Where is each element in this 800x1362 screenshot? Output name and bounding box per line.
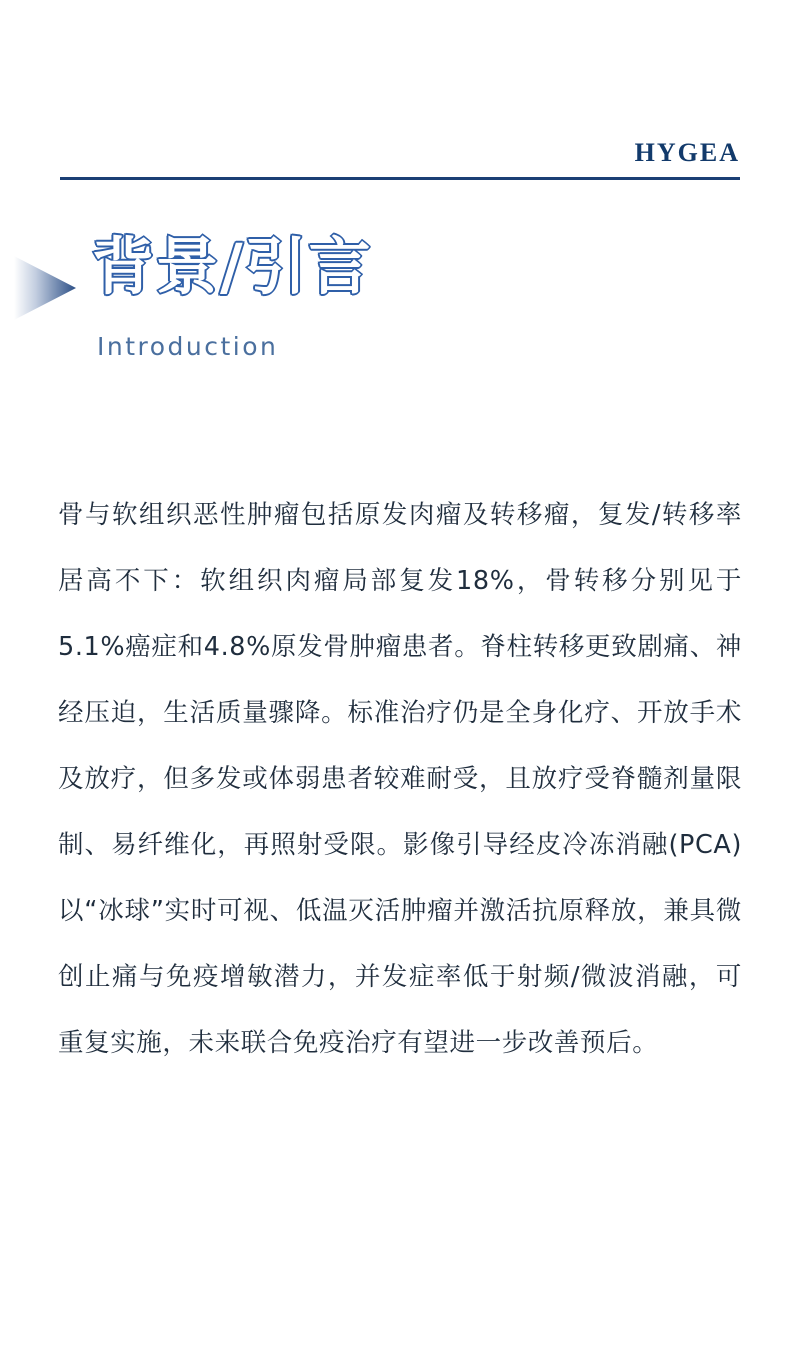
section-title-en: Introduction [97,332,279,361]
section-heading [0,230,760,366]
body-paragraph: 骨与软组织恶性肿瘤包括原发肉瘤及转移瘤，复发/转移率居高不下：软组织肉瘤局部复发18%，骨转移分别见于5.1%癌症和4.8%原发骨肿瘤患者。脊柱转移更致剧痛、神经压迫，生活质量骤降。标准治疗仍是全身化疗、开放手术及放疗，但多发或体弱患者较难耐受，且放疗受脊髓剂量限制、易纤维化，再照射受限。影像引导经皮冷冻消融(PCA)以“冰球”实时可视、低温灭活肿瘤并激活抗原释放，兼具微创止痛与免疫增敏潜力，并发症率低于射频/微波消融，可重复实施，未来联合免疫治疗有望进一步改善预后。 [58,500,742,1058]
section-title-cn: 背景/引言 [92,230,373,303]
header-divider [60,177,740,180]
brand-logo-text: HYGEA [634,138,740,167]
right-arrow-icon [14,250,76,326]
page-header [60,120,740,180]
